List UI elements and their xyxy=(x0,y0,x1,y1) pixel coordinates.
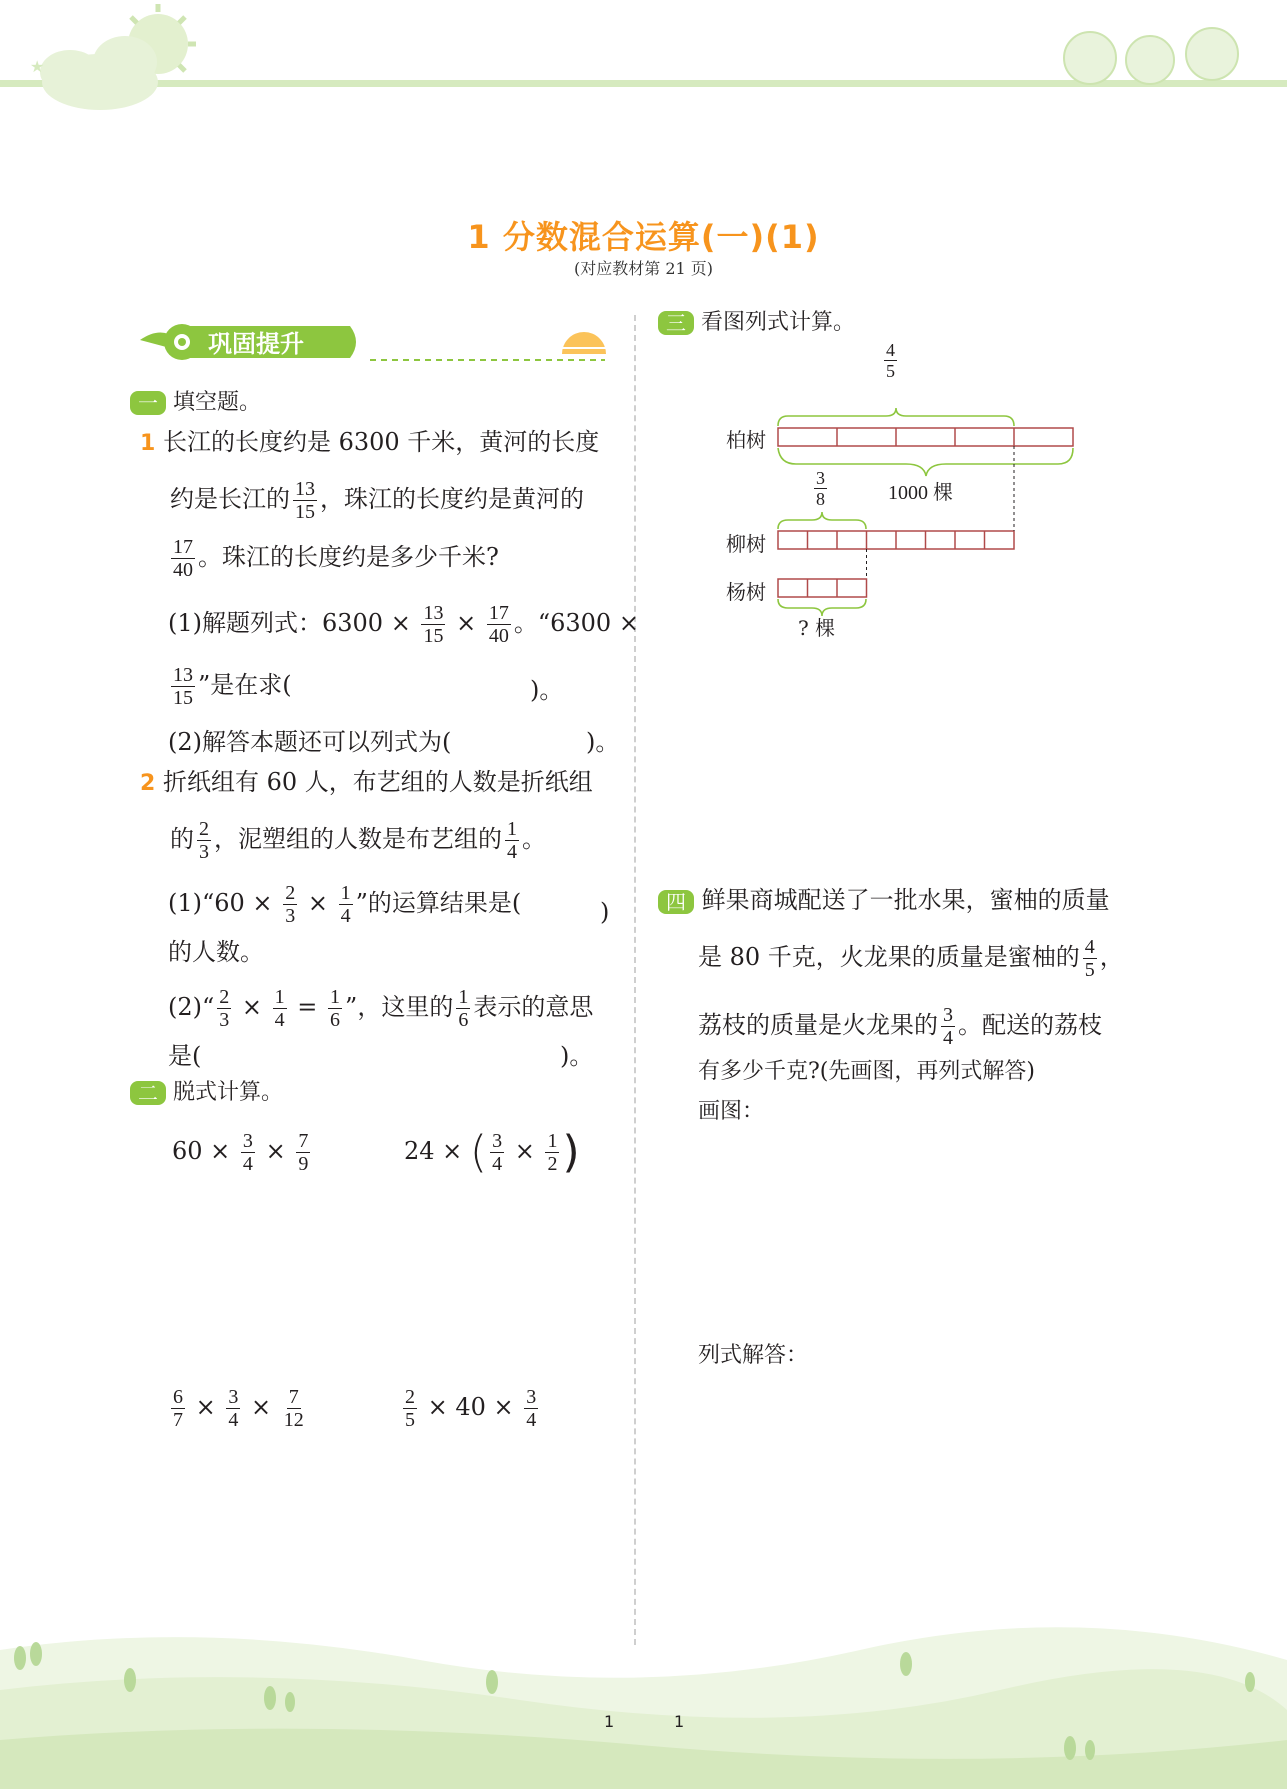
fraction: $\frac{7}{12}$ xyxy=(283,1386,304,1431)
part4-text-3b: 。配送的荔枝 xyxy=(958,1011,1102,1039)
part1-heading xyxy=(130,388,261,418)
answer-blank-close: )。 xyxy=(530,676,564,704)
part4-text-3a: 荔枝的质量是火龙果的 xyxy=(698,1011,938,1039)
column-divider xyxy=(634,315,636,1645)
q1-text-3: 。珠江的长度约是多少千米? xyxy=(198,543,499,571)
equals-sign: = xyxy=(297,993,318,1021)
q2-sub2 xyxy=(168,986,593,1031)
q2-text-1: 折纸组有 60 人，布艺组的人数是折纸组 xyxy=(162,768,593,796)
q2-text-2a: 的 xyxy=(170,825,194,853)
part4-text-1: 鲜果商城配送了一批水果，蜜柚的质量 xyxy=(701,886,1110,914)
q2-sub2-text-c: 表示的意思 xyxy=(473,993,594,1021)
q2-sub1-text-a: (1)“60 × xyxy=(168,889,273,917)
fraction: $\frac{17}{40}$ xyxy=(173,536,193,581)
fraction: $\frac{3}{4}$ xyxy=(943,1004,953,1049)
part4-line3 xyxy=(698,1004,1102,1049)
cloud-icon xyxy=(40,36,158,110)
right-paren: ) xyxy=(562,1126,580,1178)
page-title: 1 分数混合运算(一)(1) xyxy=(467,218,820,256)
part2-badge: 二 xyxy=(130,1081,166,1105)
fraction: $\frac{2}{3}$ xyxy=(219,986,230,1031)
fraction-3-8: $\frac{3}{8}$ xyxy=(816,468,825,509)
answer-label: 列式解答： xyxy=(698,1343,809,1368)
part4-line4: 有多少千克?(先画图，再列式解答) xyxy=(698,1059,1035,1084)
fraction: $\frac{13}{15}$ xyxy=(295,478,315,523)
fraction: $\frac{13}{15}$ xyxy=(423,602,444,647)
q2-sub2-text-b: ”，这里的 xyxy=(345,993,454,1021)
fraction: $\frac{13}{15}$ xyxy=(173,664,193,709)
q1-sub1-text-b: 。“6300 × xyxy=(513,609,639,637)
part1-title: 填空题。 xyxy=(173,390,262,415)
q1-number: 1 xyxy=(140,431,156,456)
q2-text-2b: ，泥塑组的人数是布艺组的 xyxy=(214,825,502,853)
expr-text: × 40 × xyxy=(427,1393,514,1421)
q2-sub2-cont xyxy=(168,1040,618,1072)
q1-sub2 xyxy=(168,726,618,758)
draw-label: 画图： xyxy=(698,1099,765,1124)
fraction: $\frac{4}{5}$ xyxy=(1084,936,1095,981)
q2-text-2c: 。 xyxy=(522,825,546,853)
section-banner xyxy=(130,308,610,368)
fraction: $\frac{1}{2}$ xyxy=(547,1130,558,1175)
q2-line2 xyxy=(170,818,546,863)
fraction: $\frac{1}{6}$ xyxy=(330,986,341,1031)
fraction: $\frac{1}{4}$ xyxy=(274,986,285,1031)
times-sign: × xyxy=(251,1393,272,1421)
q2-sub1-text-b: ”的运算结果是( xyxy=(355,889,522,917)
q1-text-1: 长江的长度约是 6300 千米，黄河的长度 xyxy=(162,428,600,456)
part4-text-2a: 是 80 千克，火龙果的质量是蜜柚的 xyxy=(698,943,1080,971)
q2-sub1-cont: 的人数。 xyxy=(168,938,264,966)
expr-text: 24 × xyxy=(404,1137,463,1165)
q1-line1 xyxy=(140,426,599,460)
q1-text-2a: 约是长江的 xyxy=(170,485,290,513)
times-sign: × xyxy=(265,1137,286,1165)
fraction: $\frac{3}{4}$ xyxy=(492,1130,503,1175)
part3-heading xyxy=(658,308,855,338)
fraction: $\frac{1}{4}$ xyxy=(507,818,517,863)
times-sign: × xyxy=(195,1393,216,1421)
calc-expression-2 xyxy=(404,1126,580,1178)
q1-sub1-text-c: ”是在求( xyxy=(198,671,292,699)
fraction: $\frac{1}{4}$ xyxy=(340,882,351,927)
part1-badge: 一 xyxy=(130,391,166,415)
q1-sub1-text-a: (1)解题列式：6300 × xyxy=(168,609,411,637)
q2-sub2-text-d: 是( xyxy=(168,1042,202,1070)
q1-sub2-text: (2)解答本题还可以列式为( xyxy=(168,728,452,756)
times-sign: × xyxy=(241,993,263,1021)
q1-sub1 xyxy=(168,602,639,647)
expr-text: 60 × xyxy=(172,1137,231,1165)
part3-badge: 三 xyxy=(658,311,694,335)
fraction: $\frac{2}{3}$ xyxy=(199,818,209,863)
svg-text:★: ★ xyxy=(30,57,45,76)
footer-decoration xyxy=(0,1620,1287,1789)
label-question: ? 棵 xyxy=(798,616,836,640)
part2-title: 脱式计算。 xyxy=(173,1080,284,1105)
part4-line2 xyxy=(698,936,1124,981)
fraction: $\frac{3}{4}$ xyxy=(228,1386,239,1431)
q1-line3 xyxy=(168,536,499,581)
label-liu: 柳树 xyxy=(726,532,766,556)
times-sign: × xyxy=(514,1137,535,1165)
calc-expression-4 xyxy=(400,1386,541,1431)
part4-badge: 四 xyxy=(658,890,694,914)
fraction: $\frac{1}{6}$ xyxy=(458,986,469,1031)
page-number-right: 1 xyxy=(674,1712,685,1731)
fraction: $\frac{6}{7}$ xyxy=(173,1386,183,1431)
banner-graphic xyxy=(130,308,610,368)
setting-sun-icon xyxy=(558,332,610,354)
fraction: $\frac{3}{4}$ xyxy=(526,1386,537,1431)
fraction: $\frac{2}{5}$ xyxy=(405,1386,415,1431)
q1-line2 xyxy=(170,478,584,523)
left-paren: ( xyxy=(469,1126,488,1178)
tree-diagram xyxy=(700,340,1100,650)
fraction: $\frac{7}{9}$ xyxy=(298,1130,309,1175)
answer-blank-close: ) xyxy=(600,898,610,926)
q1-sub1-cont xyxy=(168,664,618,709)
page-number-left: 1 xyxy=(604,1712,615,1731)
animal-faces-icon xyxy=(1064,28,1238,84)
label-yang: 杨树 xyxy=(726,580,766,604)
q2-sub2-text-a: (2)“ xyxy=(168,993,215,1021)
banner-label: 巩固提升 xyxy=(208,330,304,358)
times-sign: × xyxy=(307,889,328,917)
fraction: $\frac{17}{40}$ xyxy=(488,602,509,647)
page-subtitle: (对应教材第 21 页) xyxy=(573,259,714,278)
times-sign: × xyxy=(456,609,477,637)
fraction: $\frac{3}{4}$ xyxy=(242,1130,253,1175)
fraction-4-5: $\frac{4}{5}$ xyxy=(886,340,895,381)
q2-number: 2 xyxy=(140,771,156,796)
fraction: $\frac{2}{3}$ xyxy=(285,882,296,927)
part4-line1 xyxy=(658,884,1110,916)
label-1000: 1000 棵 xyxy=(888,482,953,504)
header-decoration xyxy=(0,0,1287,110)
answer-blank-close: )。 xyxy=(560,1042,594,1070)
calc-expression-1 xyxy=(172,1130,313,1175)
calc-expression-3 xyxy=(168,1386,309,1431)
part3-title: 看图列式计算。 xyxy=(701,310,856,335)
q2-sub1 xyxy=(168,882,618,927)
part2-heading xyxy=(130,1078,283,1108)
q1-text-2b: ，珠江的长度约是黄河的 xyxy=(320,485,584,513)
q2-line1 xyxy=(140,766,593,800)
label-bai: 柏树 xyxy=(726,428,766,452)
answer-blank-close: )。 xyxy=(586,728,620,756)
part4-text-2b: ， xyxy=(1099,943,1124,971)
